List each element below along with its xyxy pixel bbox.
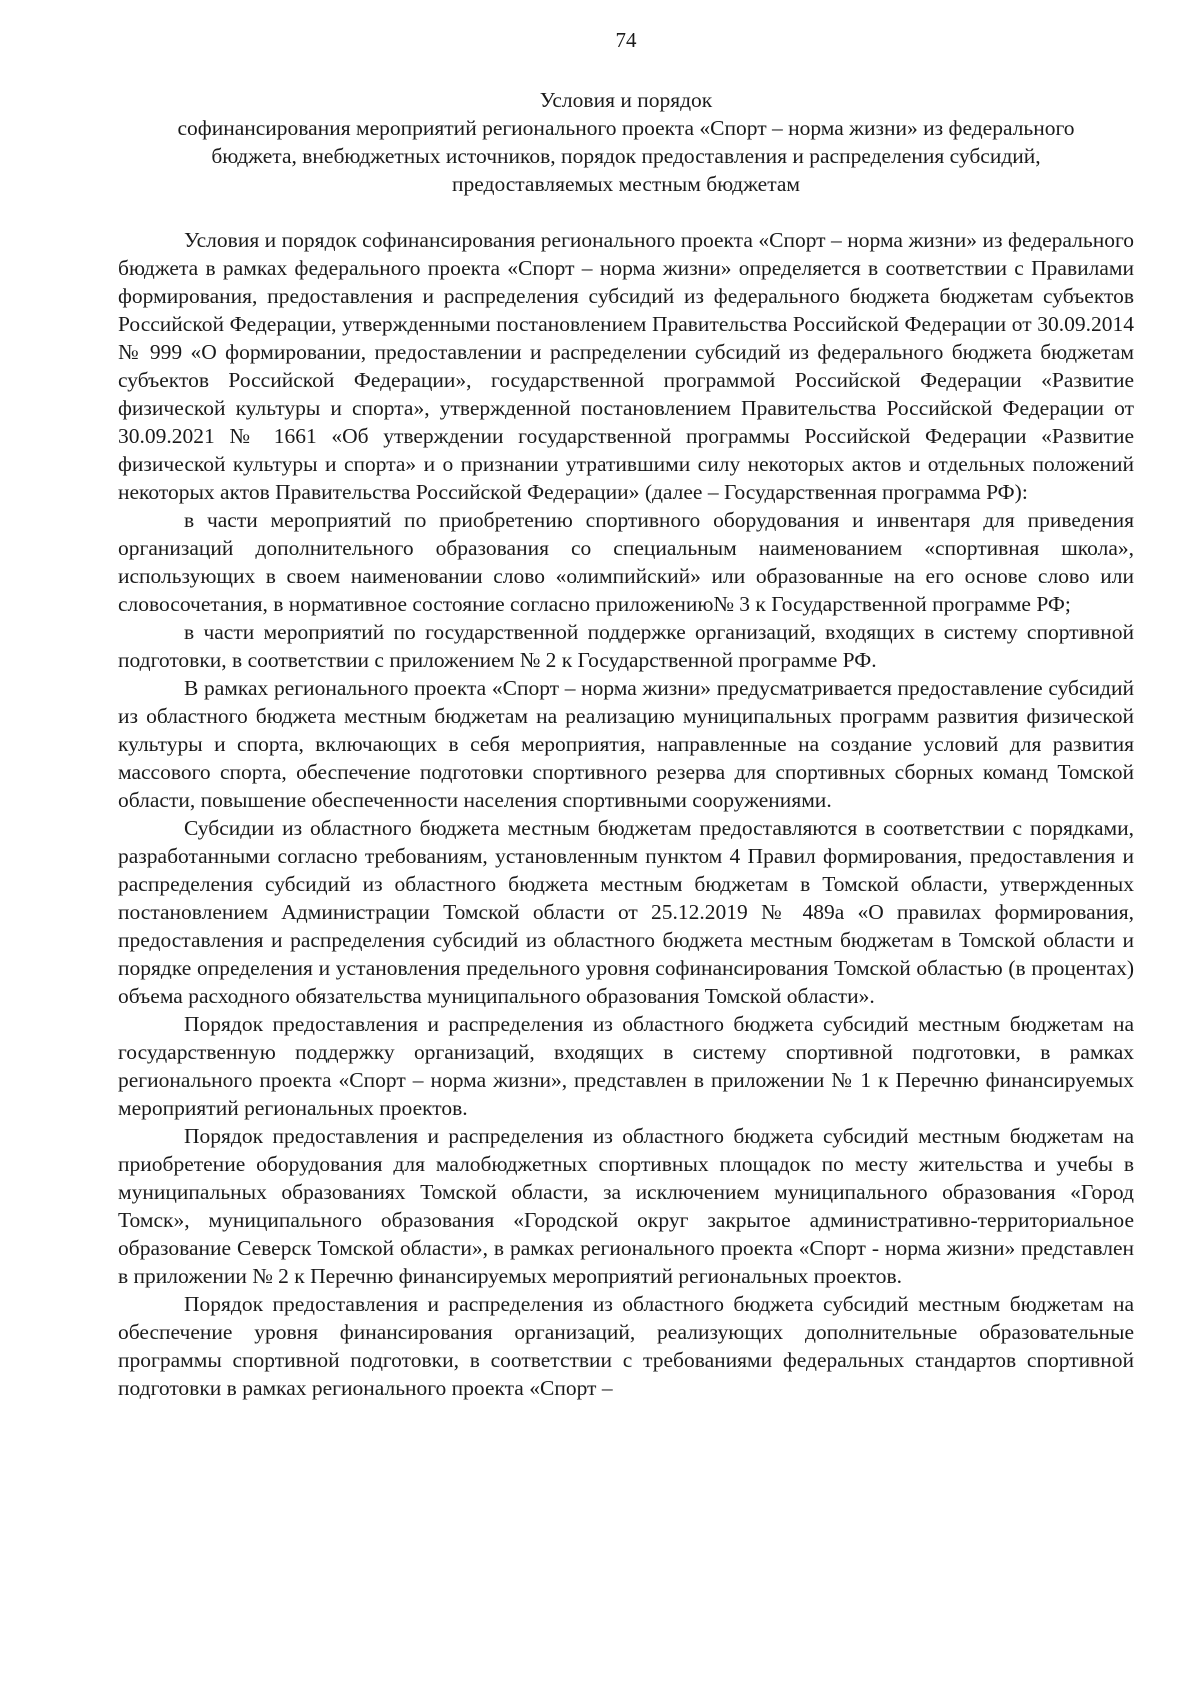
paragraph-order-appendix-1: Порядок предоставления и распределения из областного бюджета субсидий местным бюджетам на государственную поддержку организаций, входящих в систему спортивной подготовки, в рамках регионального проекта «Спорт – норма жизни», представлен в приложении № 1 к Перечню финансируемых мероприятий региональных проектов.: [118, 1012, 1134, 1120]
title-line: предоставляемых местным бюджетам: [451, 172, 800, 196]
paragraph-intro: Условия и порядок софинансирования регионального проекта «Спорт – норма жизни» из федерального бюджета в рамках федерального проекта «Спорт – норма жизни» определяется в соответствии с Правилами формирования, предоставления и распределения субсидий из федерального бюджета бюджетам субъектов Российской Федерации, утвержденными постановлением Правительства Российской Федерации от 30.09.2014 № 999 «О формировании, предоставлении и распределении субсидий из федерального бюджета бюджетам субъектов Российской Федерации», государственной программой Российской Федерации «Развитие физической культуры и спорта», утвержденной постановлением Правительства Российской Федерации от 30.09.2021 № 1661 «Об утверждении государственной программы Российской Федерации «Развитие физической культуры и спорта» и о признании утратившими силу некоторых актов и отдельных положений некоторых актов Правительства Российской Федерации» (далее – Государственная программа РФ):: [118, 228, 1134, 504]
paragraph-state-support: в части мероприятий по государственной поддержке организаций, входящих в систему спортивной подготовки, в соответствии с приложением № 2 к Государственной программе РФ.: [118, 620, 1134, 672]
document-page: [118, 0, 1134, 1698]
paragraph-regional-project: В рамках регионального проекта «Спорт – норма жизни» предусматривается предоставление субсидий из областного бюджета местным бюджетам на реализацию муниципальных программ развития физической культуры и спорта, включающих в себя мероприятия, направленные на создание условий для развития массового спорта, обеспечение подготовки спортивного резерва для спортивных сборных команд Томской области, повышение обеспеченности населения спортивными сооружениями.: [118, 676, 1134, 812]
paragraph-equipment: в части мероприятий по приобретению спортивного оборудования и инвентаря для приведения организаций дополнительного образования со специальным наименованием «спортивная школа», использующих в своем наименовании слово «олимпийский» или образованные на его основе слово или словосочетания, в нормативное состояние согласно приложению№ 3 к Государственной программе РФ;: [118, 508, 1134, 616]
title-line: бюджета, внебюджетных источников, порядок предоставления и распределения субсидий,: [211, 144, 1041, 168]
document-title: [118, 86, 1134, 198]
title-line: Условия и порядок: [539, 88, 713, 112]
paragraph-subsidies: Субсидии из областного бюджета местным бюджетам предоставляются в соответствии с порядками, разработанными согласно требованиям, установленным пунктом 4 Правил формирования, предоставления и распределения субсидий из областного бюджета местным бюджетам в Томской области, утвержденных постановлением Администрации Томской области от 25.12.2019 № 489а «О правилах формирования, предоставления и распределения субсидий из областного бюджета местным бюджетам в Томской области и порядке определения и установления предельного уровня софинансирования Томской областью (в процентах) объема расходного обязательства муниципального образования Томской области».: [118, 816, 1134, 1008]
paragraph-order-appendix-2: Порядок предоставления и распределения из областного бюджета субсидий местным бюджетам на приобретение оборудования для малобюджетных спортивных площадок по месту жительства и учебы в муниципальных образованиях Томской области, за исключением муниципального образования «Город Томск», муниципального образования «Городской округ закрытое административно-территориальное образование Северск Томской области», в рамках регионального проекта «Спорт - норма жизни» представлен в приложении № 2 к Перечню финансируемых мероприятий региональных проектов.: [118, 1124, 1134, 1288]
page-number: 74: [615, 28, 637, 52]
document-body: [118, 226, 1134, 1402]
title-line: софинансирования мероприятий регионального проекта «Спорт – норма жизни» из федерального: [177, 116, 1075, 140]
paragraph-order-financing: Порядок предоставления и распределения из областного бюджета субсидий местным бюджетам на обеспечение уровня финансирования организаций, реализующих дополнительные образовательные программы спортивной подготовки, в соответствии с требованиями федеральных стандартов спортивной подготовки в рамках регионального проекта «Спорт –: [118, 1292, 1134, 1400]
